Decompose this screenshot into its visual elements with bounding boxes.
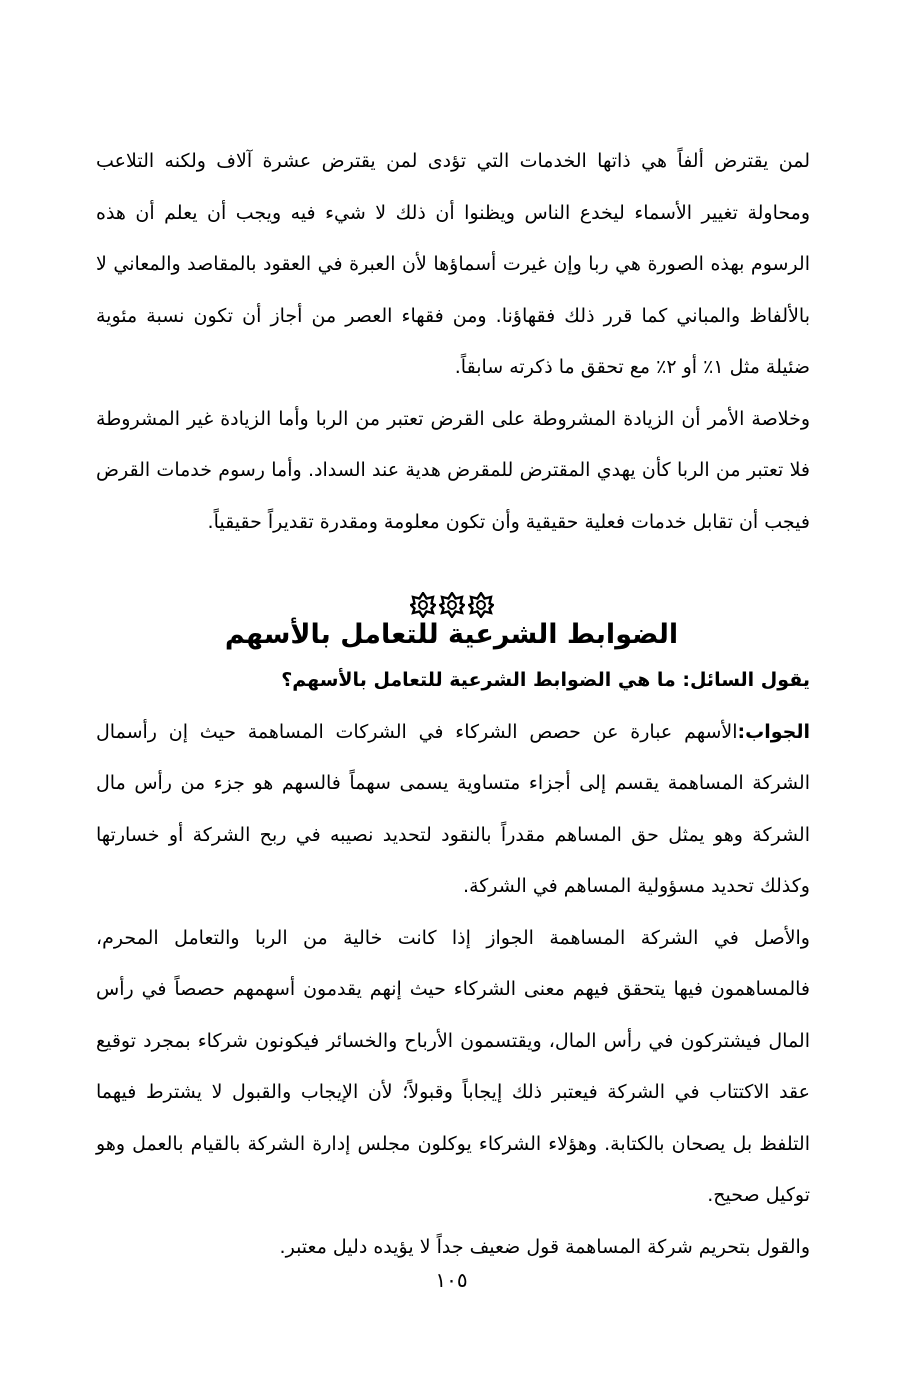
intro-text	[96, 136, 810, 548]
answer-paragraph-2: والأصل في الشركة المساهمة الجواز إذا كانت خالية من الربا والتعامل المحرم، فالمساهمون فيها يتحقق فيهم معنى الشركاء حيث إنهم يقدمون أسهمهم حصصاً في رأس المال فيشتركون في رأس المال، ويقتسمون الأرباح والخسائر فيكونون شركاء بمجرد توقيع عقد الاكتتاب في الشركة فيعتبر ذلك إيجاباً وقبولاً؛ لأن الإيجاب والقبول لا يشترط فيهما التلفظ بل يصحان بالكتابة. وهؤلاء الشركاء يوكلون مجلس إدارة الشركة بالقيام بالعمل وهو توكيل صحيح.	[96, 926, 810, 1206]
question-line: يقول السائل: ما هي الضوابط الشرعية للتعامل بالأسهم؟	[281, 669, 810, 691]
answer-text-1: الأسهم عبارة عن حصص الشركاء في الشركات المساهمة حيث إن رأسمال الشركة المساهمة يقسم إلى أجزاء متساوية يسمى سهماً فالسهم هو جزء من رأس مال الشركة وهو يمثل حق المساهم مقدراً بالنقود لتحديد نصيبه في ربح الشركة أو خسارتها وكذلك تحديد مسؤولية المساهم في الشركة.	[96, 720, 810, 897]
answer-paragraph-1	[96, 707, 810, 913]
intro-paragraph-2: وخلاصة الأمر أن الزيادة المشروطة على القرض تعتبر من الربا وأما الزيادة غير المشروطة فلا تعتبر من الربا كأن يهدي المقترض للمقرض هدية عند السداد. وأما رسوم خدمات القرض فيجب أن تقابل خدمات فعلية حقيقية وأن تكون معلومة ومقدرة تقديراً حقيقياً.	[96, 407, 810, 533]
page-number: ١٠٥	[435, 1268, 468, 1292]
answer-paragraph-3: والقول بتحريم شركة المساهمة قول ضعيف جداً لا يؤيده دليل معتبر.	[279, 1235, 810, 1258]
qa-text	[96, 655, 810, 1273]
section-title: الضوابط الشرعية للتعامل بالأسهم	[224, 619, 679, 650]
answer-label: الجواب:	[737, 720, 810, 743]
intro-paragraph-1: لمن يقترض ألفاً هي ذاتها الخدمات التي تؤدى لمن يقترض عشرة آلاف ولكنه التلاعب ومحاولة تغيير الأسماء ليخدع الناس ويظنوا أن ذلك لا شيء فيه ويجب أن يعلم أن هذه الرسوم بهذه الصورة هي ربا وإن غيرت أسماؤها لأن العبرة في العقود بالمقاصد والمعاني لا بالألفاظ والمباني كما قرر ذلك فقهاؤنا. ومن فقهاء العصر من أجاز أن تكون نسبة مئوية ضئيلة مثل ١٪ أو ٢٪ مع تحقق ما ذكرته سابقاً.	[96, 150, 810, 378]
